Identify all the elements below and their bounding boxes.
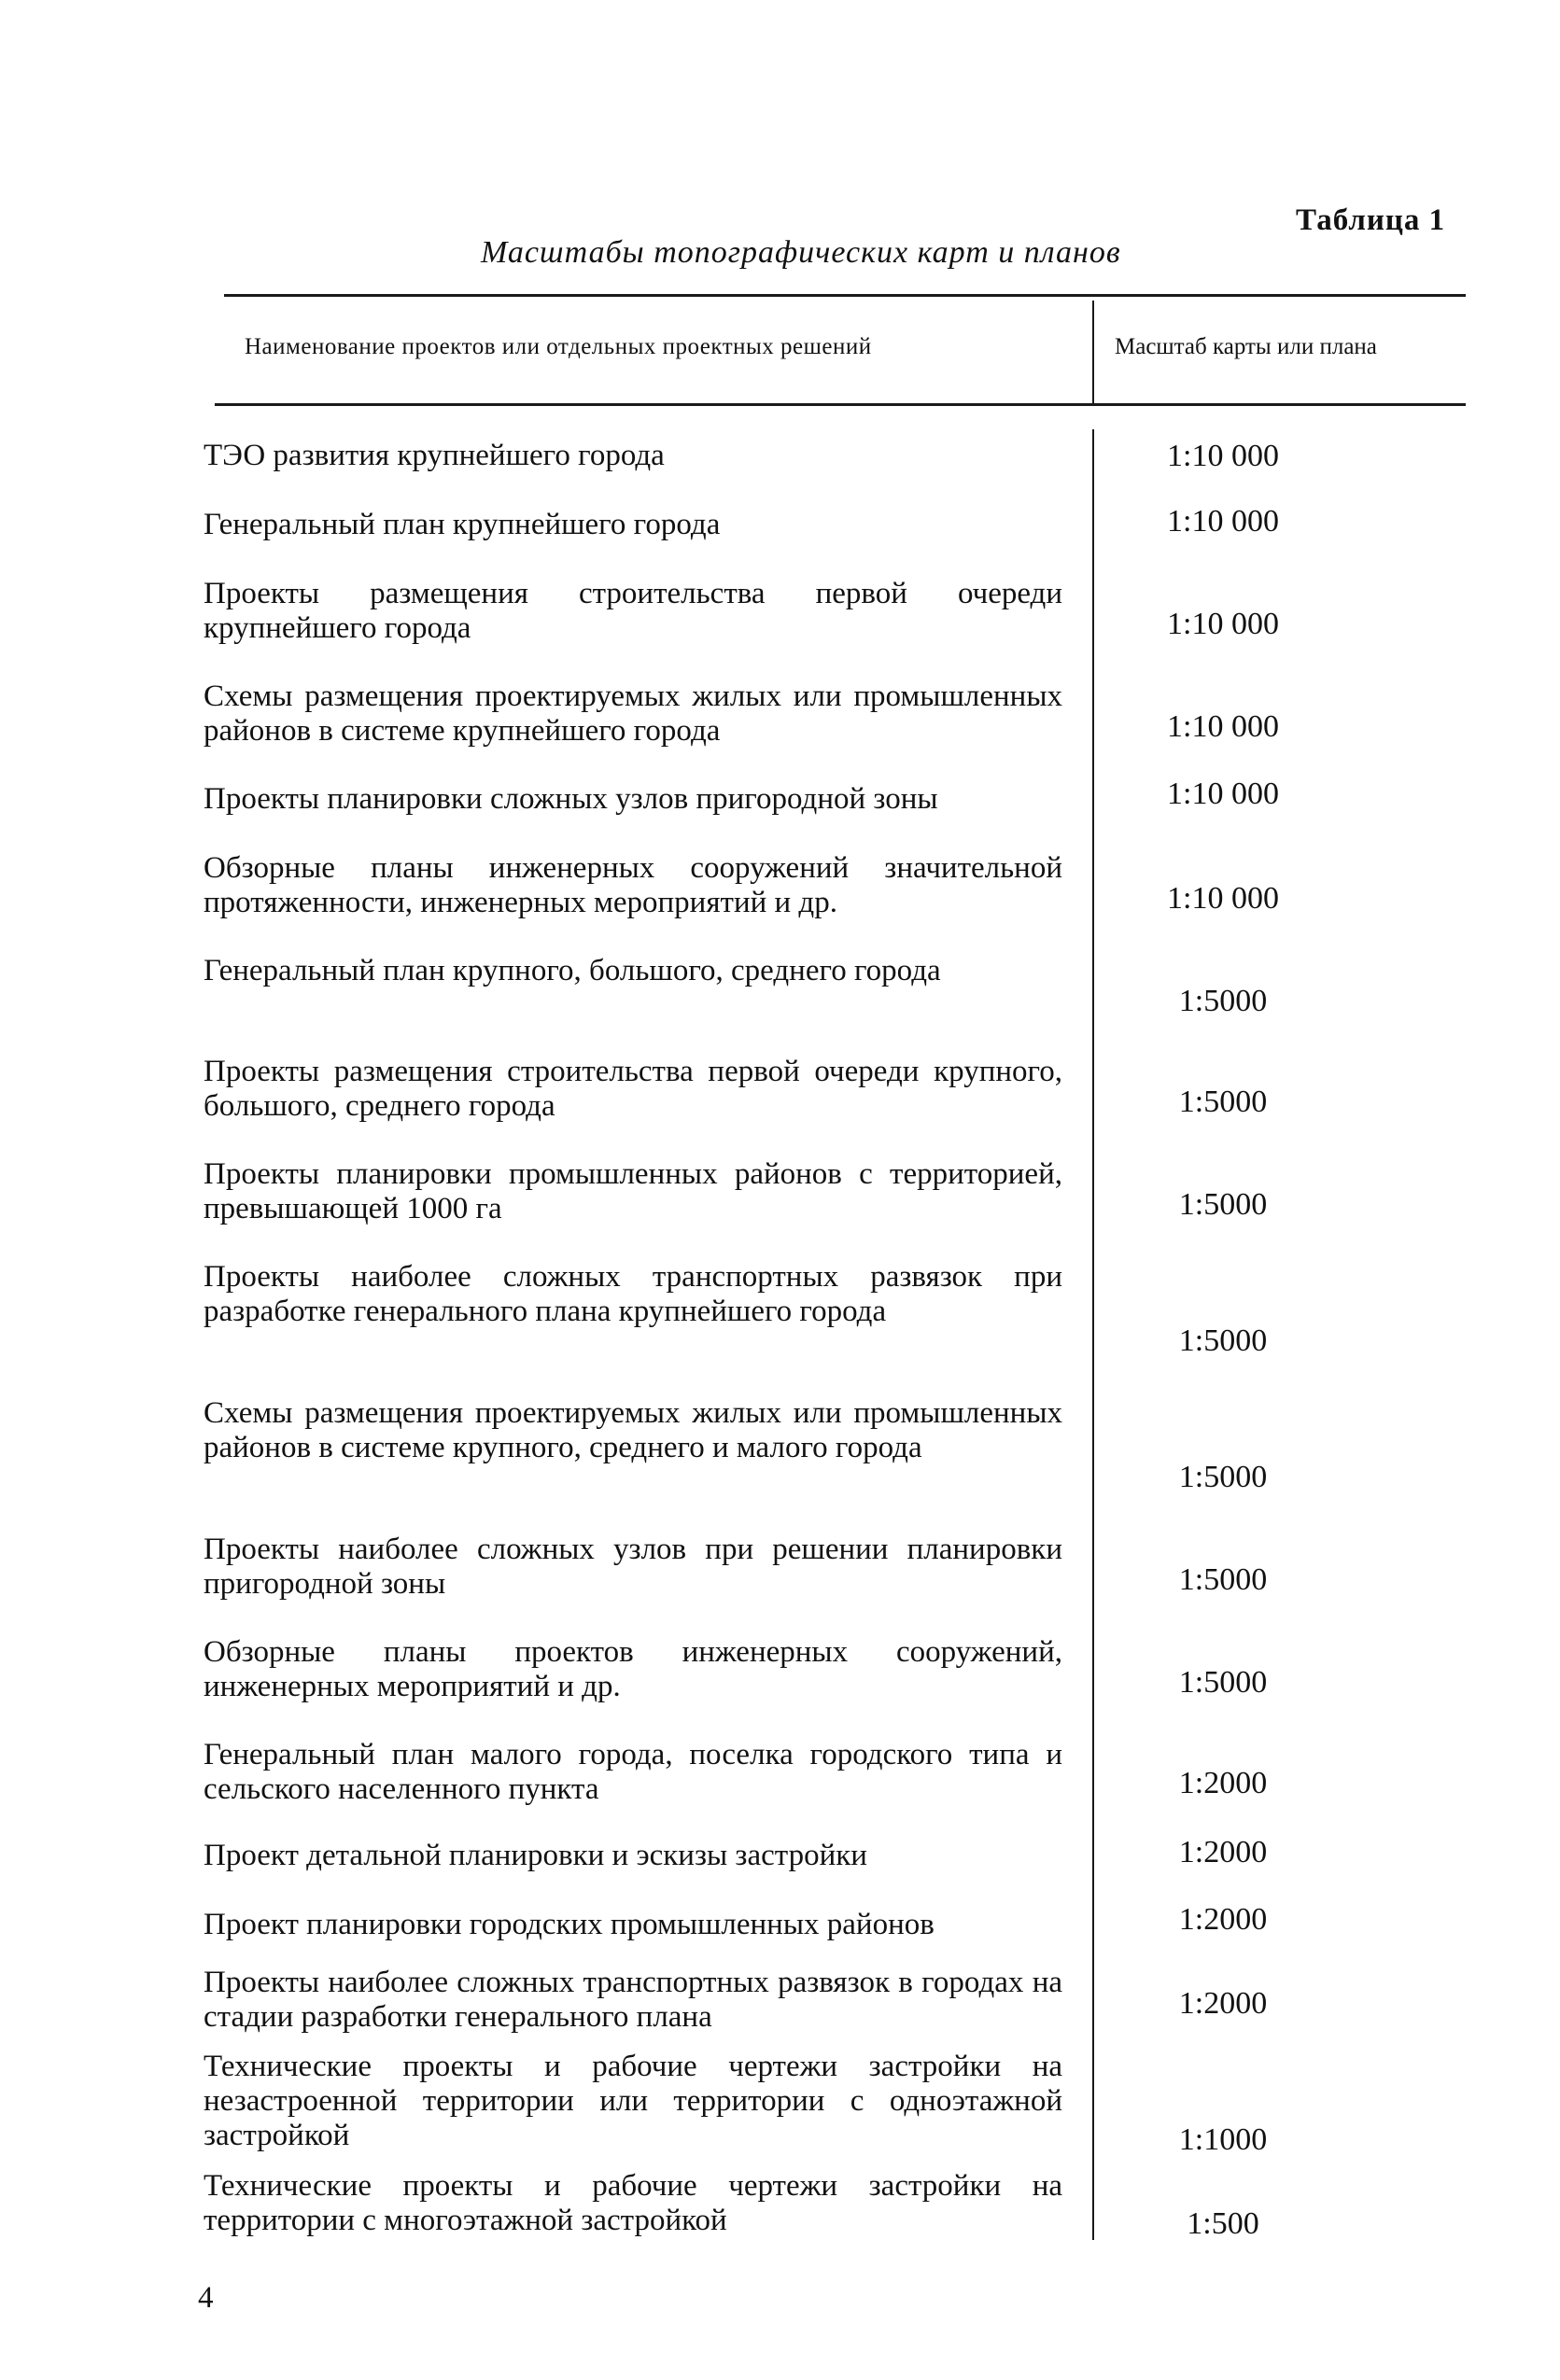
row-name: Проекты размещения строительства первой очереди крупного, большого, среднего города [204,1055,1062,1123]
row-scale: 1:5000 [1178,984,1268,1018]
row-scale: 1:10 000 [1167,504,1279,539]
row-scale: 1:2000 [1178,1986,1268,2021]
row-name: Обзорные планы инженерных сооружений значительной протяженности, инженерных мероприятий и др. [204,851,1062,919]
row-name: Проекты наиболее сложных транспортных развязок при разработке генерального плана крупнейшего города [204,1260,1062,1328]
row-name: Схемы размещения проектируемых жилых или промышленных районов в системе крупнейшего города [204,679,1062,748]
row-name: Генеральный план малого города, поселка городского типа и сельского населенного пункта [204,1738,1062,1806]
row-name: Генеральный план крупнейшего города [204,508,721,541]
row-scale: 1:5000 [1178,1187,1268,1222]
row-name: ТЭО развития крупнейшего города [204,439,665,472]
row-scale: 1:10 000 [1167,881,1279,916]
row-scale: 1:10 000 [1167,777,1279,811]
row-name: Проекты наиболее сложных узлов при решении планировки пригородной зоны [204,1533,1062,1601]
row-name: Проект планировки городских промышленных районов [204,1908,935,1941]
row-scale: 1:10 000 [1167,709,1279,744]
row-name: Технические проекты и рабочие чертежи застройки на незастроенной территории или территории с одноэтажной застройкой [204,2050,1062,2152]
page-number: 4 [198,2281,214,2315]
table-title: Масштабы топографических карт и планов [481,235,1121,270]
row-name: Проекты наиболее сложных транспортных развязок в городах на стадии разработки генерального плана [204,1966,1062,2034]
row-scale: 1:1000 [1178,2122,1268,2157]
row-name: Проекты планировки сложных узлов пригородной зоны [204,782,938,816]
row-name: Проекты планировки промышленных районов с территорией, превышающей 1000 га [204,1157,1062,1225]
row-name: Схемы размещения проектируемых жилых или промышленных районов в системе крупного, среднего и малого города [204,1396,1062,1464]
row-name: Обзорные планы проектов инженерных сооружений, инженерных мероприятий и др. [204,1635,1062,1703]
row-scale: 1:5000 [1178,1562,1268,1597]
row-scale: 1:5000 [1178,1460,1268,1494]
row-scale: 1:10 000 [1167,439,1279,473]
row-name: Проекты размещения строительства первой очереди крупнейшего города [204,577,1062,645]
header-scale-column: Масштаб карты или плана [1115,334,1377,359]
row-scale: 1:5000 [1178,1665,1268,1700]
row-name: Генеральный план крупного, большого, среднего города [204,954,941,987]
table-number-label: Таблица 1 [1296,203,1446,237]
row-name: Проект детальной планировки и эскизы застройки [204,1839,867,1872]
row-scale: 1:500 [1187,2206,1259,2241]
row-scale: 1:2000 [1178,1902,1268,1937]
row-scale: 1:2000 [1178,1766,1268,1800]
header-name-column: Наименование проектов или отдельных проектных решений [245,334,872,359]
row-scale: 1:2000 [1178,1835,1268,1869]
row-scale: 1:5000 [1178,1323,1268,1358]
row-name: Технические проекты и рабочие чертежи застройки на территории с многоэтажной застройкой [204,2169,1062,2237]
row-scale: 1:10 000 [1167,607,1279,641]
row-scale: 1:5000 [1178,1085,1268,1119]
